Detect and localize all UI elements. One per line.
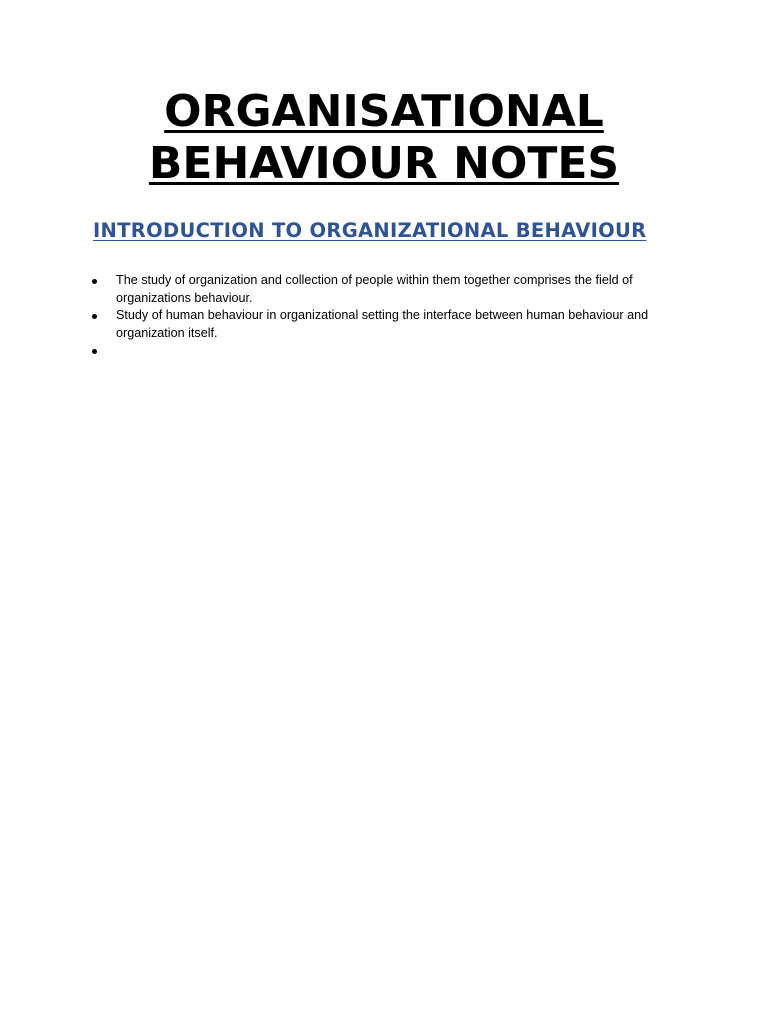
section-heading: INTRODUCTION TO ORGANIZATIONAL BEHAVIOUR [93, 219, 647, 242]
list-item [90, 307, 680, 342]
document-title [0, 86, 768, 190]
bullet-icon [92, 279, 97, 284]
document-title-line-2: BEHAVIOUR NOTES [148, 138, 620, 189]
document-title-line-1: ORGANISATIONAL [164, 86, 604, 137]
bullet-icon [92, 349, 97, 354]
list-item [90, 272, 680, 307]
list-item [90, 342, 680, 360]
bullet-list [90, 272, 680, 360]
list-item-text: The study of organization and collection of people within them together comprises the field of organizations behaviour. [116, 273, 633, 305]
list-item-text: Study of human behaviour in organizational setting the interface between human behaviour and organization itself. [116, 308, 649, 340]
bullet-icon [92, 314, 97, 319]
